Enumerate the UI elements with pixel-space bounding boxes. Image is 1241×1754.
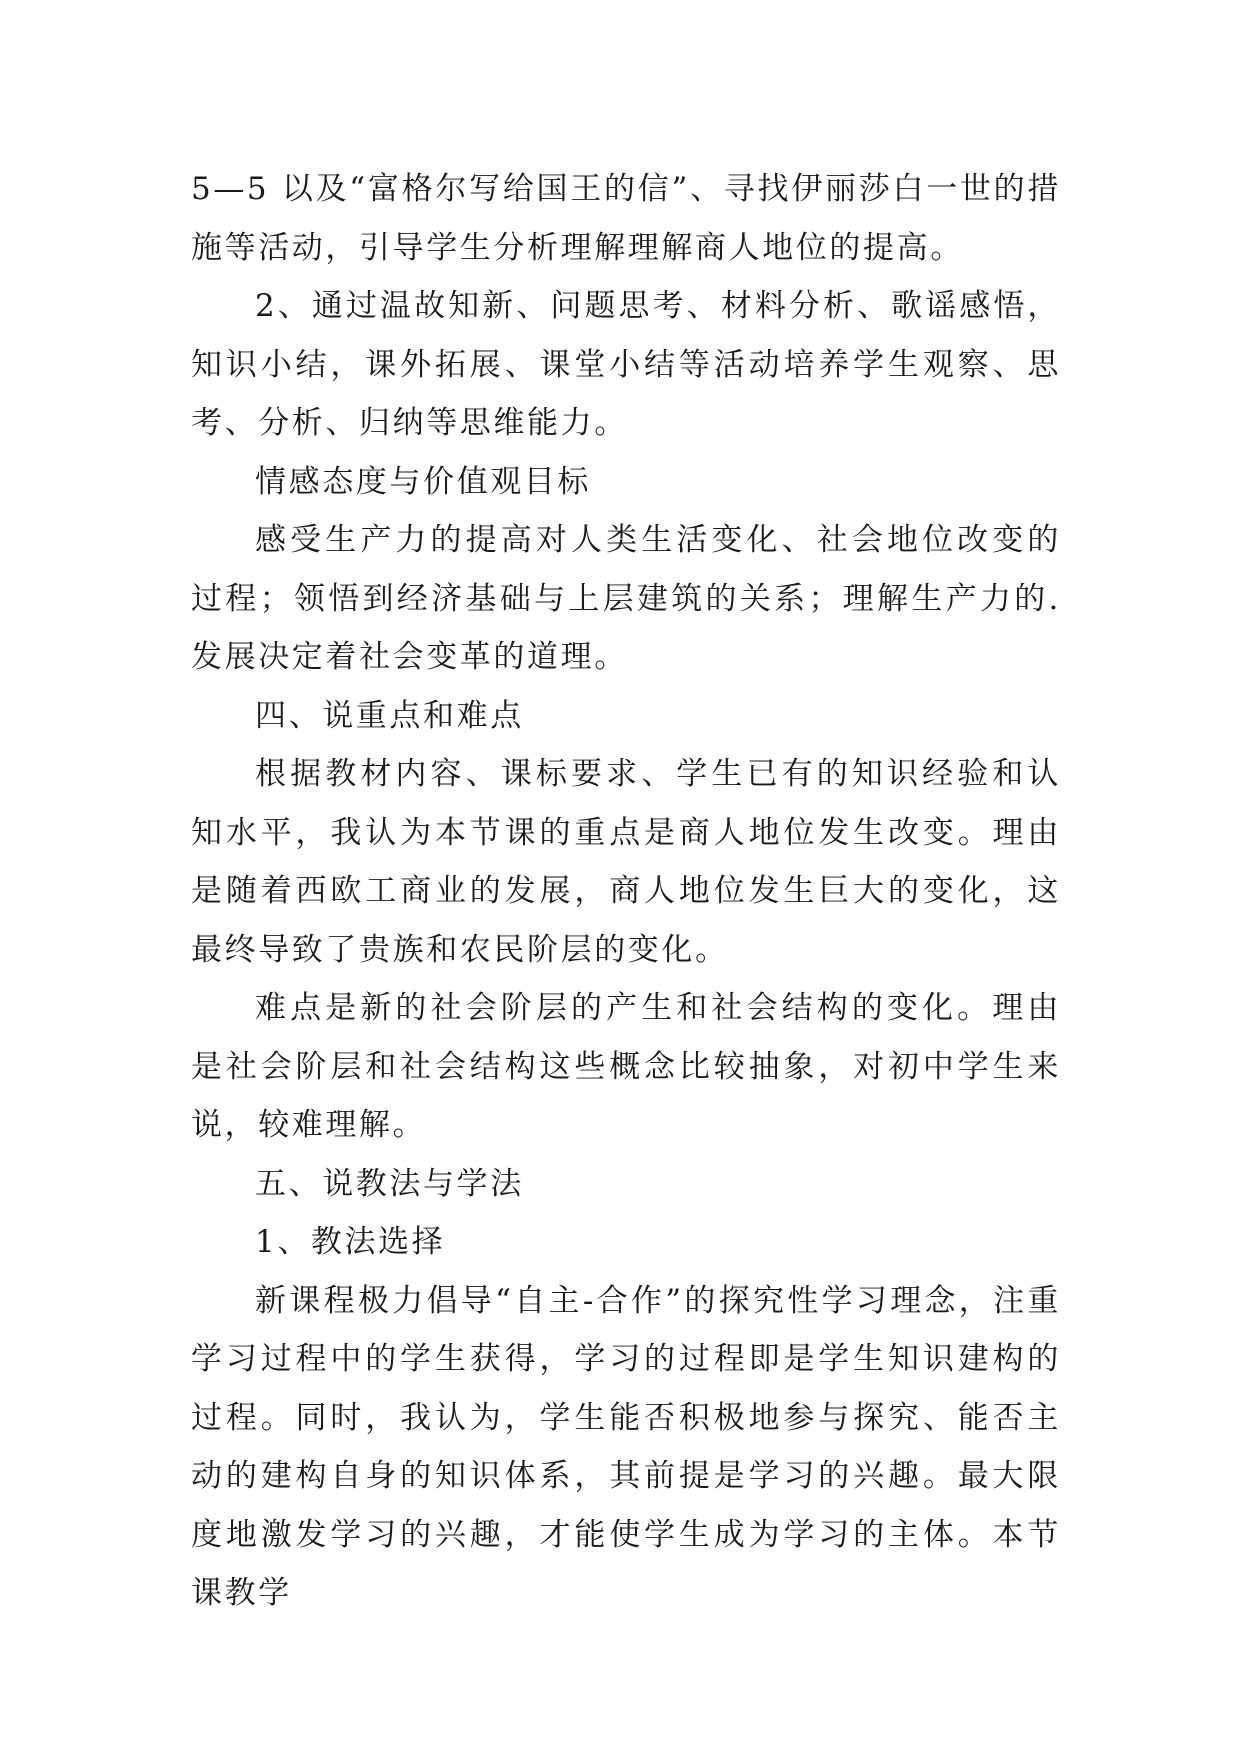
paragraph-ability-goal: 2、通过温故知新、问题思考、材料分析、歌谣感悟，知识小结，课外拓展、课堂小结等活动培养学生观察、思考、分析、归纳等思维能力。	[191, 288, 1061, 441]
heading-key-points: 四、说重点和难点	[255, 697, 524, 734]
paragraph-method-selection: 新课程极力倡导“自主-合作”的探究性学习理念，注重学习过程中的学生获得，学习的过程即是学生知识建构的过程。同时，我认为，学生能否积极地参与探究、能否主动的建构自身的知识体系，其前提是学习的兴趣。最大限度地激发学习的兴趣，才能使学生成为学习的主体。本节课教学	[191, 1282, 1061, 1611]
paragraph-key-point: 根据教材内容、课标要求、学生已有的知识经验和认知水平，我认为本节课的重点是商人地位发生改变。理由是随着西欧工商业的发展，商人地位发生巨大的变化，这最终导致了贵族和农民阶层的变化。	[191, 756, 1061, 968]
document-body	[191, 160, 1061, 1623]
heading-teaching-methods: 五、说教法与学法	[255, 1165, 524, 1202]
paragraph-continuation: 5—5 以及“富格尔写给国王的信”、寻找伊丽莎白一世的措施等活动，引导学生分析理解理解商人地位的提高。	[191, 171, 1061, 266]
heading-method-selection: 1、教法选择	[255, 1224, 446, 1260]
paragraph-difficulty: 难点是新的社会阶层的产生和社会结构的变化。理由是社会阶层和社会结构这些概念比较抽象，对初中学生来说，较难理解。	[191, 990, 1061, 1143]
heading-emotion-goal: 情感态度与价值观目标	[255, 463, 591, 500]
paragraph-emotion-goal: 感受生产力的提高对人类生活变化、社会地位改变的过程；领悟到经济基础与上层建筑的关系；理解生产力的.发展决定着社会变革的道理。	[191, 522, 1061, 675]
